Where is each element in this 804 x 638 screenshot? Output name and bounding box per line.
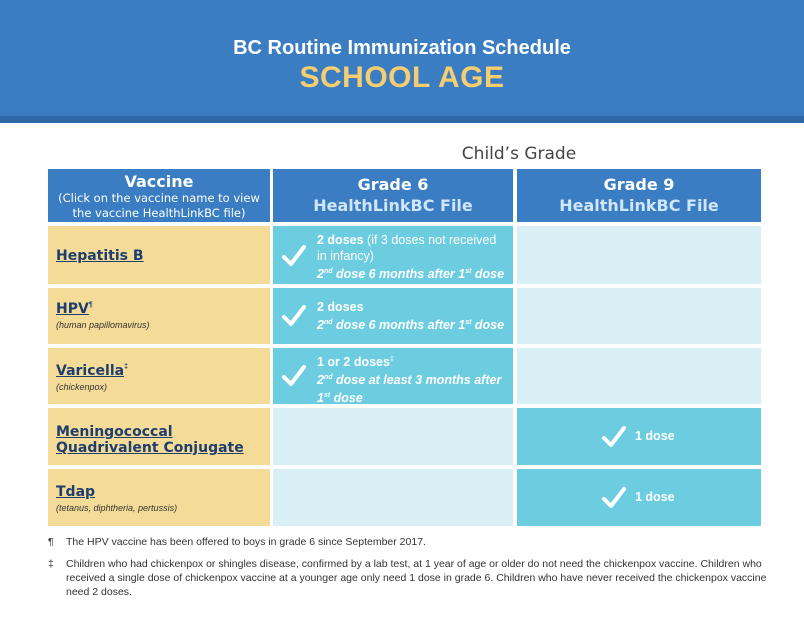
table-row-hepatitis-b	[48, 226, 270, 284]
check-icon	[281, 243, 307, 269]
grade6-label: Grade 6	[357, 175, 429, 194]
page-subtitle: SCHOOL AGE	[299, 61, 505, 94]
grade6-cell-hepatitis-b	[273, 226, 513, 284]
vaccine-link-meningococcal[interactable]: Meningococcal Quadrivalent Conjugate	[56, 424, 244, 456]
footnote-symbol: ‡	[48, 558, 54, 570]
vaccine-subtitle-tdap: (tetanus, diphtheria, pertussis)	[56, 503, 178, 513]
grade9-cell-meningococcal	[517, 408, 761, 465]
check-icon	[281, 303, 307, 329]
check-icon	[281, 363, 307, 389]
grade6-cell-tdap	[273, 469, 513, 526]
table-row-meningococcal	[48, 408, 270, 465]
grade6-cell-varicella	[273, 348, 513, 404]
footnote-varicella	[48, 557, 788, 603]
footnote-text: The HPV vaccine has been offered to boys in grade 6 since September 2017.	[66, 536, 426, 548]
page-title: BC Routine Immunization Schedule	[233, 37, 571, 59]
dose-info: 2 doses (if 3 doses not received in infancy) 2nd dose 6 months after 1st dose	[317, 233, 505, 282]
footnote-text: Children who had chickenpox or shingles disease, confirmed by a lab test, at 1 year of age or older do not need the chickenpox vaccine. Children who received a single dose of chickenpox vaccine at a younger age only need 1 dose in grade 6. Children who have never received the chickenpox vaccine need 2 doses.	[66, 558, 767, 598]
table-row-tdap	[48, 469, 270, 526]
grade6-cell-meningococcal	[273, 408, 513, 465]
table-row-hpv: HPV¶ (human papillomavirus)	[48, 288, 270, 344]
column-header-vaccine-note: (Click on the vaccine name to view the vaccine HealthLinkBC file)	[58, 191, 260, 220]
grade9-label: Grade 9	[603, 175, 675, 194]
vaccine-link-tdap[interactable]: Tdap	[56, 484, 96, 500]
column-header-grade9	[517, 169, 761, 222]
column-header-vaccine	[48, 169, 270, 222]
vaccine-link-varicella[interactable]: Varicella	[56, 363, 125, 379]
dose-info: 2 doses 2nd dose 6 months after 1st dose	[317, 300, 505, 333]
grade6-healthlink-link[interactable]: HealthLinkBC File	[313, 196, 473, 215]
check-icon	[601, 485, 627, 511]
vaccine-subtitle-varicella: (chickenpox)	[56, 382, 108, 392]
vaccine-link-hepatitis-b[interactable]: Hepatitis B	[56, 248, 144, 264]
footnote-hpv	[48, 535, 788, 551]
dose-info: 1 or 2 doses‡ 2nd dose at least 3 months after 1st dose	[317, 355, 502, 406]
footnote-symbol: ¶	[48, 536, 54, 548]
grade9-cell-hpv	[517, 288, 761, 344]
dose-info: 1 dose	[635, 429, 675, 443]
grade-caption: Child’s Grade	[461, 144, 577, 164]
grade9-cell-varicella	[517, 348, 761, 404]
header-banner-edge	[0, 116, 804, 123]
table-row-varicella: Varicella‡ (chickenpox)	[48, 348, 270, 404]
check-icon	[601, 424, 627, 450]
vaccine-subtitle-hpv: (human papillomavirus)	[56, 320, 150, 330]
dose-info: 1 dose	[635, 490, 675, 504]
column-header-grade6	[273, 169, 513, 222]
grade9-cell-hepatitis-b	[517, 226, 761, 284]
column-header-vaccine-title: Vaccine	[124, 172, 194, 191]
grade9-healthlink-link[interactable]: HealthLinkBC File	[559, 196, 719, 215]
grade9-cell-tdap	[517, 469, 761, 526]
grade6-cell-hpv	[273, 288, 513, 344]
vaccine-link-hpv[interactable]: HPV	[56, 301, 89, 317]
